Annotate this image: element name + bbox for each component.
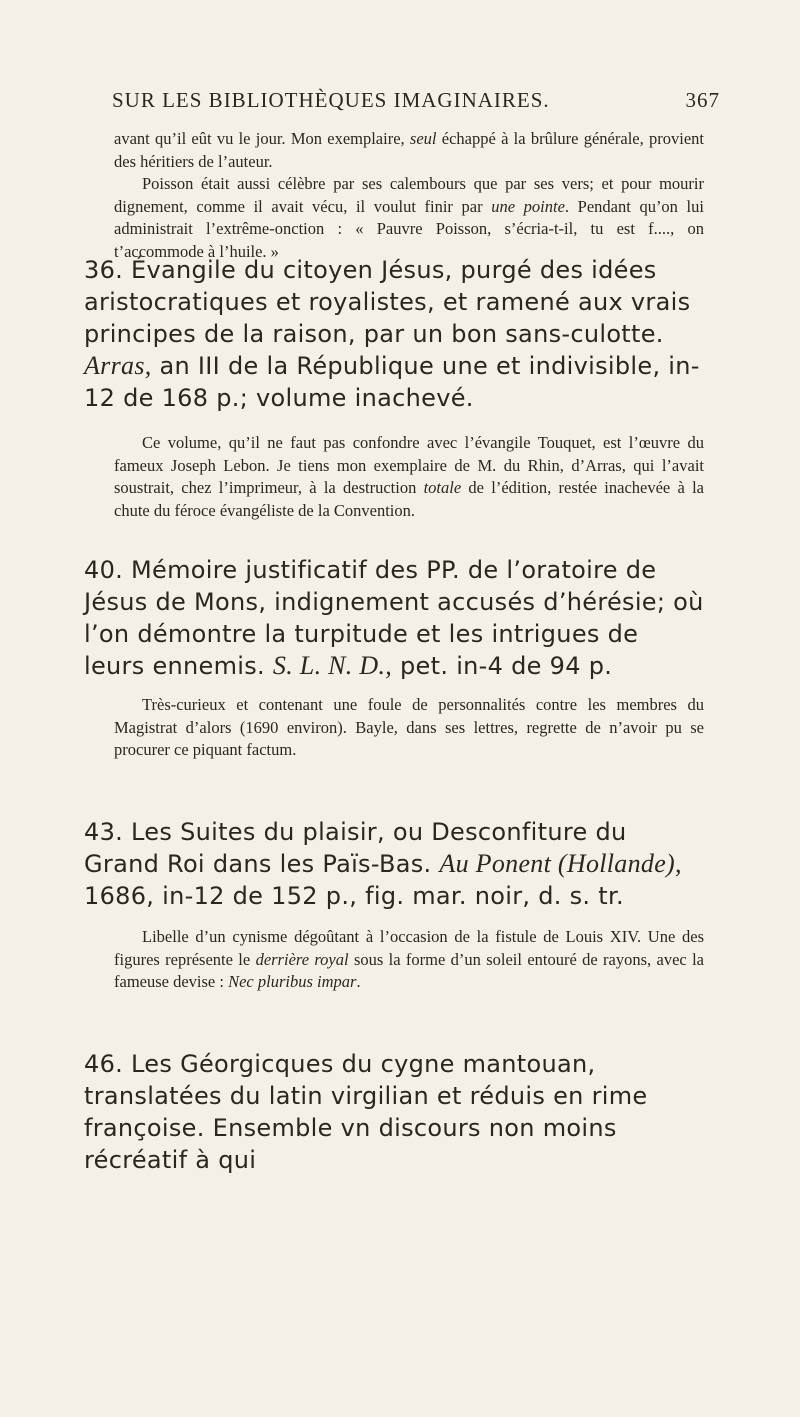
entry-number: 46. xyxy=(84,1050,124,1078)
entry-40-note: Très-curieux et contenant une foule de personnalités contre les membres du Magistrat d’alors (1690 environ). Bayle, dans ses lettres, regrette de n’avoir pu se procurer ce piquant factum. xyxy=(114,695,704,759)
intro-paragraph-1: avant qu’il eût vu le jour. Mon exemplaire, seul échappé à la brûlure générale, provient des héritiers de l’auteur. xyxy=(114,129,704,171)
entry-number: 36. xyxy=(84,256,124,284)
entry-36-note: Ce volume, qu’il ne faut pas confondre avec l’évangile Touquet, est l’œuvre du fameux Joseph Lebon. Je tiens mon exemplaire de M. du Rhin, d’Arras, qui l’avait soustrait, chez l’imprimeur, à la destruction totale de l’édition, restée inachevée à la chute du féroce évangéliste de la Convention. xyxy=(114,433,704,520)
entry-number: 40. xyxy=(84,556,124,584)
intro-text xyxy=(114,128,704,263)
entry-43-note: Libelle d’un cynisme dégoûtant à l’occasion de la fistule de Louis XIV. Une des figures représente le derrière royal sous la forme d’un soleil entouré de rayons, avec la fameuse devise : Nec pluribus impar. xyxy=(114,927,704,991)
entry-40-title: 40. Mémoire justificatif des PP. de l’oratoire de Jésus de Mons, indignement accusés d’hérésie; où l’on démontre la turpitude et les intrigues de leurs ennemis. S. L. N. D., pet. in-4 de 94 p. xyxy=(84,556,704,680)
entry-46-title: 46. Les Géorgicques du cygne mantouan, translatées du latin virgilian et réduis en rime françoise. Ensemble vn discours non moins récréatif à qui xyxy=(84,1050,648,1174)
entry-place: Arras, xyxy=(84,351,152,380)
entry-number: 43. xyxy=(84,818,124,846)
intro-paragraph-2: Poisson était aussi célèbre par ses calembours que par ses vers; et pour mourir dignement, comme il avait vécu, il voulut finir par une pointe. Pendant qu’on lui administrait l’extrême-onction : « Pauvre Poisson, s’écria-t-il, tu est f...., on t’accommode à l’huile. » xyxy=(114,174,704,261)
entry-36-title: 36. Évangile du citoyen Jésus, purgé des idées aristocratiques et royalistes, et ramené aux vrais principes de la raison, par un bon sans-culotte. Arras, an III de la République une et indivisible, in-12 de 168 p.; volume inachevé. xyxy=(84,256,700,412)
running-title: SUR LES BIBLIOTHÈQUES IMAGINAIRES. xyxy=(112,88,550,112)
entry-place: Au Ponent (Hollande), xyxy=(439,849,682,878)
entry-43-title: 43. Les Suites du plaisir, ou Desconfiture du Grand Roi dans les Païs-Bas. Au Ponent (Hollande), 1686, in-12 de 152 p., fig. mar. noir, d. s. tr. xyxy=(84,818,682,910)
entry-place: S. L. N. D., xyxy=(272,651,393,680)
page-number: 367 xyxy=(685,88,720,112)
